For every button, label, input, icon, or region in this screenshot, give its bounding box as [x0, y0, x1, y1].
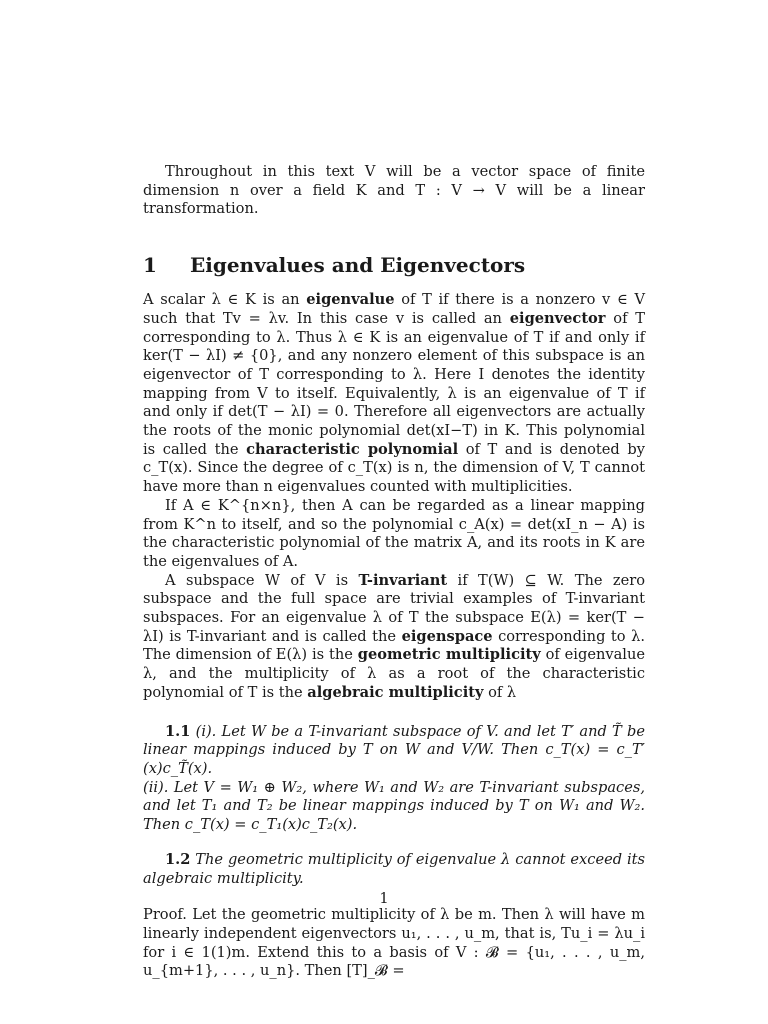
text-run: A subspace W of V is: [165, 571, 359, 589]
proposition-number: 1.1: [165, 722, 191, 740]
text-run: A scalar λ ∈ K is an: [143, 291, 307, 309]
term-eigenspace: eigenspace: [401, 627, 493, 645]
text-run: of T and is denoted by c_T(x). Since the degree of c_T(x) is n, the dimension of V, T cannot have more than n eigenvalues counted with multiplicities.: [143, 440, 645, 496]
proof-paragraph: Proof. Let the geometric multiplicity of λ be m. Then λ will have m linearly independent eigenvectors u₁, . . . , u_m, that is, Tu_i = λu_i for i ∈ 1(1)m. Extend this to a basis of V : 𝓑 = {u₁, . . . , u_m, u_{m+1}, . . . , u_n}. Then [T]_𝓑 =: [143, 906, 645, 980]
term-eigenvector: eigenvector: [509, 309, 606, 327]
proposition-text: The geometric multiplicity of eigenvalue λ cannot exceed its algebraic multiplicity.: [143, 850, 645, 887]
text-run: if T(W) ⊆ W. The zero subspace and the full space are trivial examples of T-invariant subspaces. For an eigenvalue λ of T the subspace E(λ) = ker(T − λI) is T-invariant and is called the: [143, 571, 645, 645]
intro-paragraph: Throughout in this text V will be a vector space of finite dimension n over a field K and T : V → V will be a linear transformation.: [143, 163, 645, 218]
term-algebraic-multiplicity: algebraic multiplicity: [307, 683, 484, 701]
section-title: Eigenvalues and Eigenvectors: [190, 253, 526, 278]
proposition-1-1: [143, 723, 645, 835]
proposition-number: 1.2: [165, 850, 191, 868]
paragraph-matrix: If A ∈ K^{n×n}, then A can be regarded as a linear mapping from K^n to itself, and so the polynomial c_A(x) = det(xI_n − A) is the characteristic polynomial of the matrix A, and its roots in K are the eigenvalues of A.: [143, 496, 645, 570]
proposition-1-1-part-i: [143, 723, 645, 779]
section-body: [143, 291, 645, 702]
proposition-1-2: [143, 851, 645, 888]
text-run: corresponding to λ. The dimension of E(λ) is the: [143, 627, 645, 664]
proposition-1-1-part-ii: [143, 779, 645, 835]
term-geometric-multiplicity: geometric multiplicity: [357, 646, 541, 664]
text-run: of eigenvalue λ, and the multiplicity of λ as a root of the characteristic polynomial of T is the: [143, 646, 645, 701]
term-characteristic-polynomial: characteristic polynomial: [246, 440, 459, 458]
page-body: [143, 163, 645, 981]
section-number: 1: [143, 253, 157, 278]
proposition-1-2-text: [143, 851, 645, 888]
proposition-text: (i). Let W be a T-invariant subspace of V. and let T′ and T̃ be linear mappings induced by T on W and V/W. Then c_T(x) = c_T′(x)c_T̃(x).: [143, 722, 645, 777]
section-heading: [143, 253, 645, 277]
page-number: 1: [379, 890, 389, 907]
term-t-invariant: T-invariant: [358, 571, 448, 589]
paragraph-invariant-subspace: [143, 572, 645, 703]
paragraph-eigenvalue-definition: [143, 291, 645, 497]
text-run: of T if there is a nonzero v ∈ V such that Tv = λv. In this case v is called an: [143, 291, 645, 327]
proposition-text: (ii). Let V = W₁ ⊕ W₂, where W₁ and W₂ are T-invariant subspaces, and let T₁ and T₂ be linear mappings induced by T on W₁ and W₂. Then c_T(x) = c_T₁(x)c_T₂(x).: [143, 778, 645, 834]
term-eigenvalue: eigenvalue: [306, 291, 395, 309]
text-run: of T corresponding to λ. Thus λ ∈ K is an eigenvalue of T if and only if ker(T − λI) ≠ {0}, and any nonzero element of this subspace is an eigenvector of T corresponding to λ. Here I denotes the identity mapping from V to itself. Equivalently, λ is an eigenvalue of T if and only if det(T − λI) = 0. Therefore all eigenvectors are actually the roots of the monic polynomial det(xI−T) in K. This polynomial is called the: [143, 309, 645, 458]
text-run: of λ: [483, 683, 517, 701]
